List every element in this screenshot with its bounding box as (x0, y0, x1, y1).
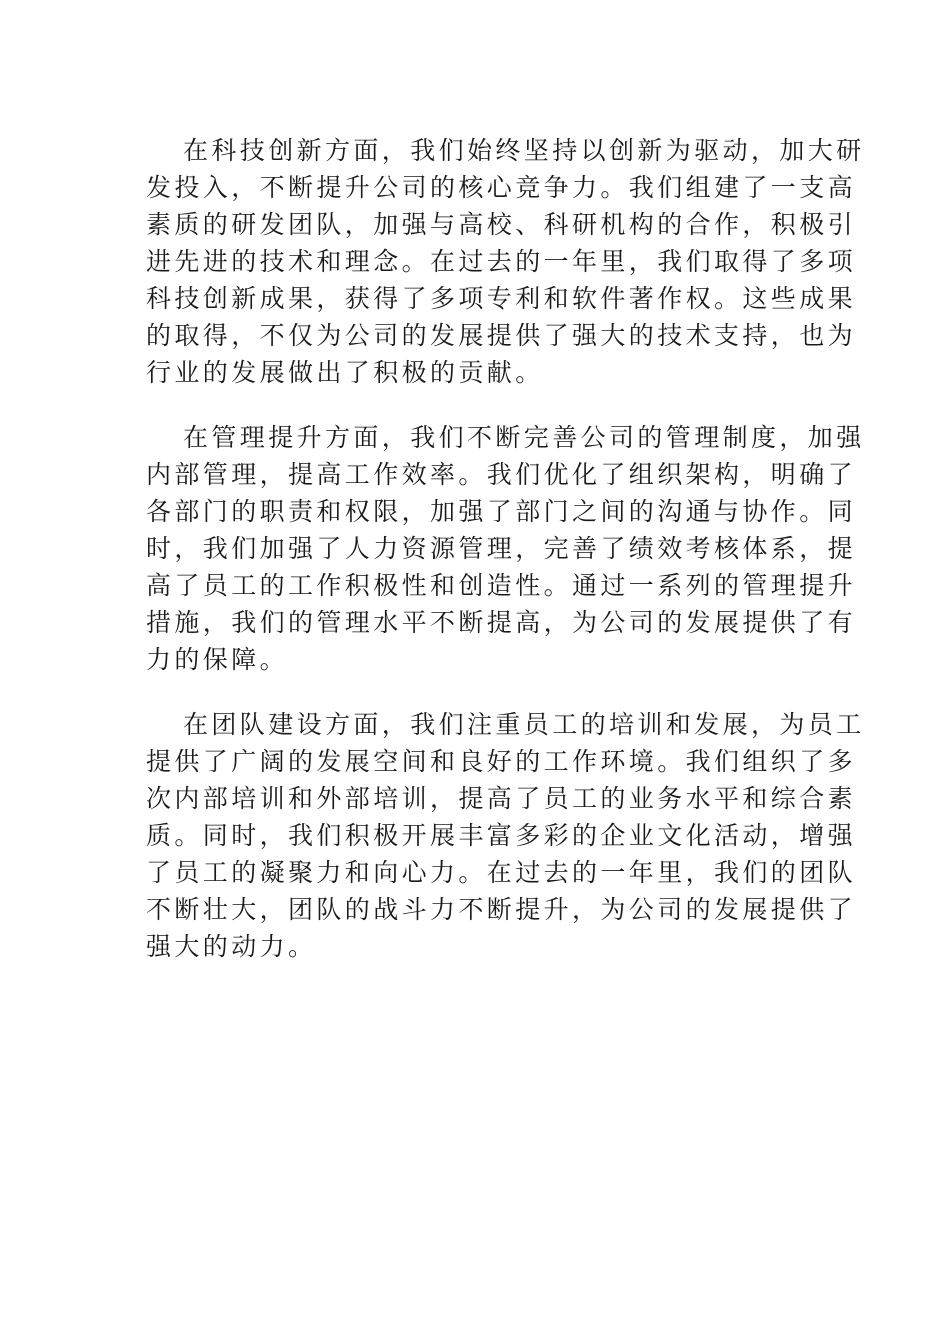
paragraph-line: 在管理提升方面，我们不断完善公司的管理制度，加强 (183, 423, 865, 452)
paragraph-line: 次内部培训和外部培训，提高了员工的业务水平和综合素 (146, 784, 857, 813)
paragraph-line: 在团队建设方面，我们注重员工的培训和发展，为员工 (183, 710, 865, 739)
paragraph-line: 措施，我们的管理水平不断提高，为公司的发展提供了有 (146, 608, 857, 637)
paragraph-team-building (146, 706, 865, 965)
paragraph-line: 时，我们加强了人力资源管理，完善了绩效考核体系，提 (146, 534, 857, 563)
paragraph-line: 行业的发展做出了积极的贡献。 (146, 358, 544, 387)
paragraph-tech-innovation (146, 132, 865, 391)
paragraph-management (146, 419, 865, 678)
paragraph-line: 不断壮大，团队的战斗力不断提升，为公司的发展提供了 (146, 895, 857, 924)
paragraph-line: 质。同时，我们积极开展丰富多彩的企业文化活动，增强 (146, 821, 857, 850)
paragraph-line: 了员工的凝聚力和向心力。在过去的一年里，我们的团队 (146, 858, 857, 887)
paragraph-line: 力的保障。 (146, 645, 289, 674)
paragraph-line: 高了员工的工作积极性和创造性。通过一系列的管理提升 (146, 571, 857, 600)
paragraph-line: 提供了广阔的发展空间和良好的工作环境。我们组织了多 (146, 747, 857, 776)
paragraph-line: 在科技创新方面，我们始终坚持以创新为驱动，加大研 (183, 136, 865, 165)
paragraph-line: 的取得，不仅为公司的发展提供了强大的技术支持，也为 (146, 321, 857, 350)
paragraph-line: 进先进的技术和理念。在过去的一年里，我们取得了多项 (146, 247, 857, 276)
paragraph-line: 强大的动力。 (146, 932, 317, 961)
paragraph-line: 科技创新成果，获得了多项专利和软件著作权。这些成果 (146, 284, 857, 313)
paragraph-line: 内部管理，提高工作效率。我们优化了组织架构，明确了 (146, 460, 857, 489)
paragraph-line: 素质的研发团队，加强与高校、科研机构的合作，积极引 (146, 210, 857, 239)
paragraph-line: 发投入，不断提升公司的核心竞争力。我们组建了一支高 (146, 173, 857, 202)
paragraph-line: 各部门的职责和权限，加强了部门之间的沟通与协作。同 (146, 497, 857, 526)
document-body (146, 132, 865, 993)
